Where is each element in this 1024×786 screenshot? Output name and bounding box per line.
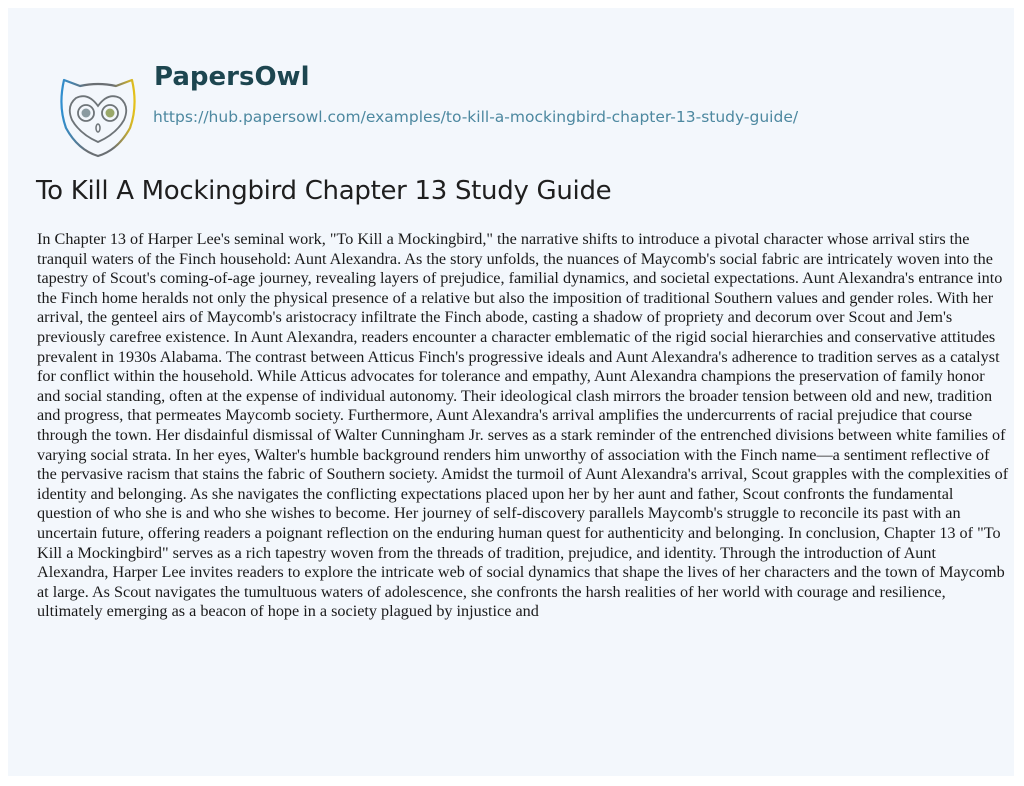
page-url-link[interactable]: https://hub.papersowl.com/examples/to-kill-a-mockingbird-chapter-13-study-guide/ [153, 108, 799, 126]
brand-name[interactable]: PapersOwl [154, 62, 310, 92]
site-header [8, 8, 1014, 168]
page-card [8, 8, 1014, 776]
article-title: To Kill A Mockingbird Chapter 13 Study Guide [36, 176, 612, 206]
owl-shield-icon [50, 66, 146, 162]
article-body: In Chapter 13 of Harper Lee's seminal work, "To Kill a Mockingbird," the narrative shifts to introduce a pivotal character whose arrival stirs the tranquil waters of the Finch household: Aunt Alexandra. As the story unfolds, the nuances of Maycomb's social fabric are intricately woven into the tapestry of Scout's coming-of-age journey, revealing layers of prejudice, familial dynamics, and societal expectations. Aunt Alexandra's entrance into the Finch home heralds not only the physical presence of a relative but also the imposition of traditional Southern values and gender roles. With her arrival, the genteel airs of Maycomb's aristocracy infiltrate the Finch abode, casting a shadow of propriety and decorum over Scout and Jem's previously carefree existence. In Aunt Alexandra, readers encounter a character emblematic of the rigid social hierarchies and conservative attitudes prevalent in 1930s Alabama. The contrast between Atticus Finch's progressive ideals and Aunt Alexandra's adherence to tradition serves as a catalyst for conflict within the household. While Atticus advocates for tolerance and empathy, Aunt Alexandra champions the preservation of family honor and social standing, often at the expense of individual autonomy. Their ideological clash mirrors the broader tension between old and new, tradition and progress, that permeates Maycomb society. Furthermore, Aunt Alexandra's arrival amplifies the undercurrents of racial prejudice that course through the town. Her disdainful dismissal of Walter Cunningham Jr. serves as a stark reminder of the entrenched divisions between white families of varying social strata. In her eyes, Walter's humble background renders him unworthy of association with the Finch name—a sentiment reflective of the pervasive racism that stains the fabric of Southern society. Amidst the turmoil of Aunt Alexandra's arrival, Scout grapples with the complexities of identity and belonging. As she navigates the conflicting expectations placed upon her by her aunt and father, Scout confronts the fundamental question of who she is and who she wishes to become. Her journey of self-discovery parallels Maycomb's struggle to reconcile its past with an uncertain future, offering readers a poignant reflection on the enduring human quest for authenticity and belonging. In conclusion, Chapter 13 of "To Kill a Mockingbird" serves as a rich tapestry woven from the threads of tradition, prejudice, and identity. Through the introduction of Aunt Alexandra, Harper Lee invites readers to explore the intricate web of social dynamics that shape the lives of her characters and the town of Maycomb at large. As Scout navigates the tumultuous waters of adolescence, she confronts the harsh realities of her world with courage and resilience, ultimately emerging as a beacon of hope in a society plagued by injustice and [37, 230, 1009, 621]
